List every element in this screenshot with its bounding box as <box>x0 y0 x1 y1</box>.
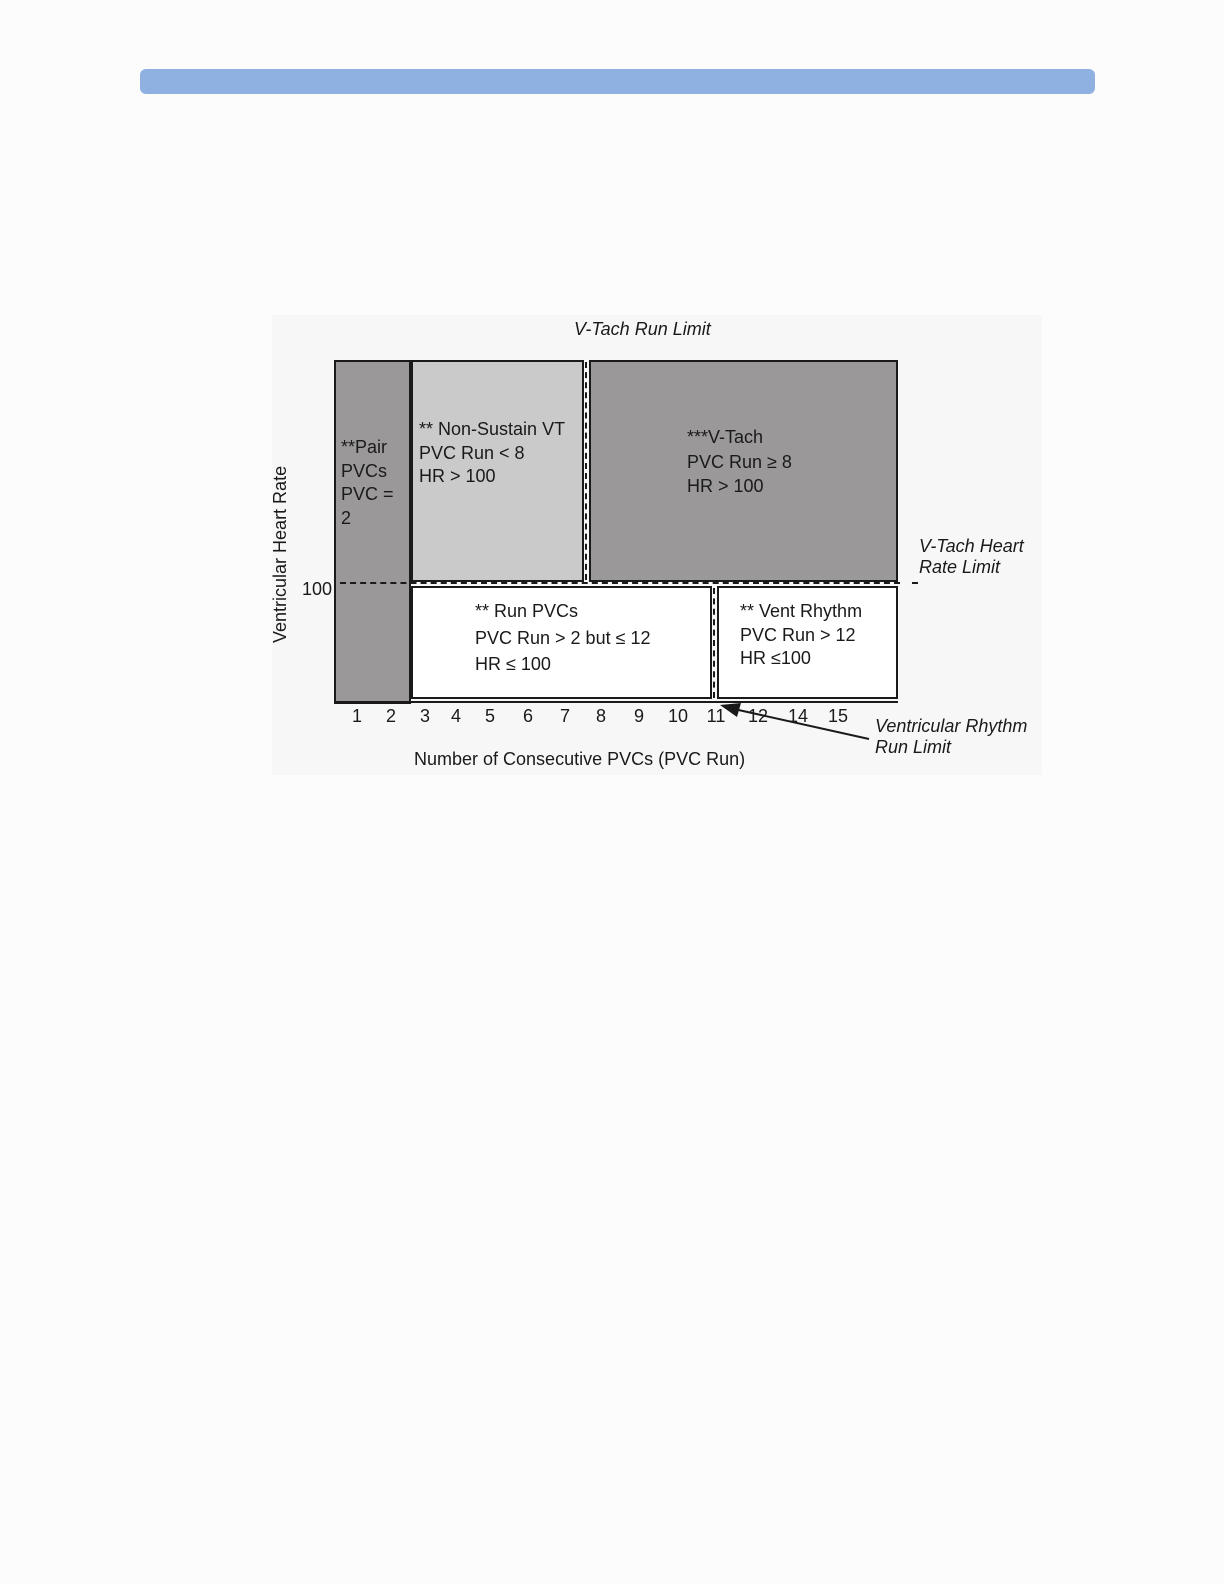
x-tick: 9 <box>633 706 645 726</box>
x-tick: 14 <box>787 706 809 726</box>
x-tick: 10 <box>667 706 689 726</box>
v-tach-run-limit-label: V-Tach Run Limit <box>574 319 711 339</box>
vent-rhythm-text: ** Vent Rhythm PVC Run > 12 HR ≤100 <box>740 601 863 668</box>
v-tach-text: ***V-Tach PVC Run ≥ 8 HR > 100 <box>687 427 792 496</box>
pair-pvcs-text: **Pair PVCs PVC = 2 <box>341 437 394 528</box>
y-axis-label: Ventricular Heart Rate <box>270 465 290 643</box>
y-axis-tick-100: 100 <box>302 579 333 599</box>
x-tick: 7 <box>559 706 571 726</box>
non-sustain-vt-text: ** Non-Sustain VT PVC Run < 8 HR > 100 <box>419 419 566 486</box>
x-tick: 11 <box>706 706 726 726</box>
x-tick: 3 <box>419 706 431 726</box>
v-tach-heart-rate-limit-label: V-Tach Heart Rate Limit <box>919 536 1024 577</box>
x-tick: 8 <box>595 706 607 726</box>
x-tick: 2 <box>385 706 397 726</box>
x-axis-label: Number of Consecutive PVCs (PVC Run) <box>414 749 746 769</box>
x-tick: 1 <box>351 706 363 726</box>
x-tick: 4 <box>450 706 462 726</box>
run-pvcs-text: ** Run PVCs PVC Run > 2 but ≤ 12 HR ≤ 100 <box>475 601 651 674</box>
x-tick: 5 <box>484 706 496 726</box>
x-tick: 6 <box>522 706 534 726</box>
x-tick: 12 <box>747 706 769 726</box>
ventricular-rhythm-run-limit-label: Ventricular Rhythm Run Limit <box>875 716 1028 757</box>
x-tick: 15 <box>827 706 849 726</box>
